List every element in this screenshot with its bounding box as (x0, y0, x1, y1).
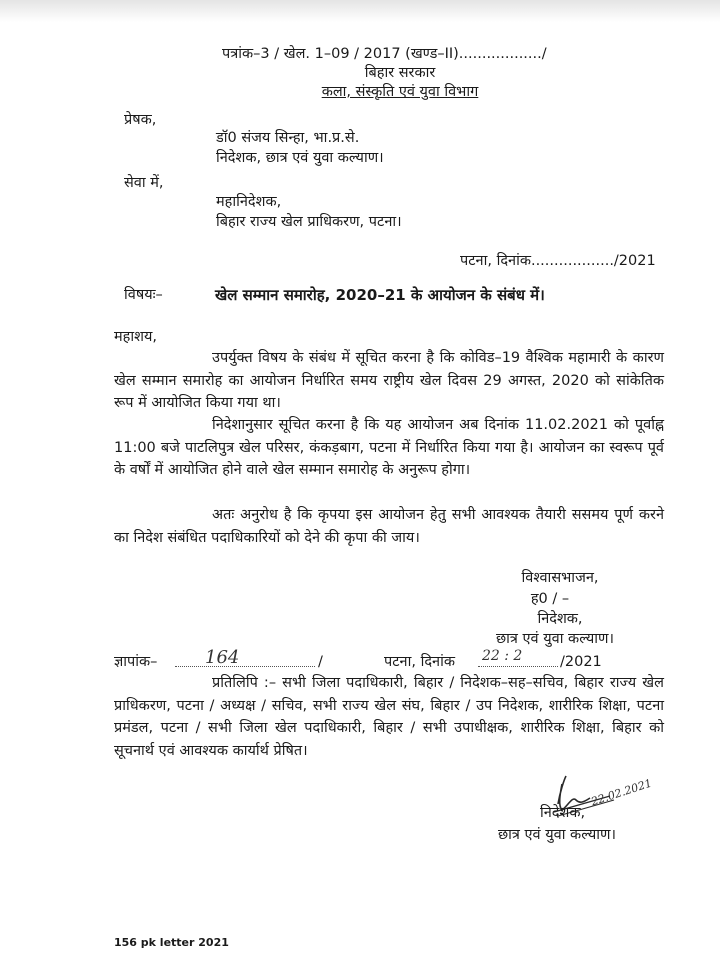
signature-department: छात्र एवं युवा कल्याण। (498, 827, 616, 843)
subject-label: विषयः– (124, 287, 163, 303)
sender-name: डॉ0 संजय सिन्हा, भा.प्र.से. (216, 130, 360, 146)
memo-date-blank (478, 666, 558, 667)
memo-slash: / (318, 654, 323, 670)
sender-label: प्रेषक, (124, 112, 157, 128)
body-paragraph-1: उपर्युक्त विषय के संबंध में सूचित करना है कि कोविड–19 वैश्विक महामारी के कारण खेल सम्मान समारोह का आयोजन निर्धारित समय राष्ट्रीय खेल दिवस 29 अगस्त, 2020 को सांकेतिक रूप में आयोजित किया गया था। (114, 350, 664, 411)
recipient-label: सेवा में, (124, 175, 164, 191)
closing-signed: ह0 / – (530, 591, 570, 607)
memo-number-handwritten: 164 (205, 647, 240, 668)
body-paragraph-2: निदेशानुसार सूचित करना है कि यह आयोजन अब दिनांक 11.02.2021 को पूर्वाह्न 11:00 बजे पाटलिपुत्र खेल परिसर, कंकड़बाग, पटना में निर्धारित किया गया है। आयोजन का स्वरूप पूर्व के वर्षों में आयोजित होने वाले खेल सम्मान समारोह के अनुरूप होगा। (114, 417, 664, 478)
closing-department: छात्र एवं युवा कल्याण। (496, 631, 614, 647)
signature-designation: निदेशक, (540, 805, 586, 821)
memo-label: ज्ञापांक– (114, 654, 158, 670)
recipient-designation: महानिदेशक, (216, 194, 282, 210)
body-paragraph-3: अतः अनुरोध है कि कृपया इस आयोजन हेतु सभी आवश्यक तैयारी ससमय पूर्ण करने का निदेश संबंधित पदाधिकारियों को देने की कृपा की जाय। (114, 507, 664, 546)
closing-designation: निदेशक, (537, 611, 583, 627)
date-line: पटना, दिनांक................../2021 (460, 253, 656, 269)
sender-designation: निदेशक, छात्र एवं युवा कल्याण। (216, 150, 384, 166)
scan-top-shadow (0, 0, 720, 22)
government-name: बिहार सरकार (364, 65, 436, 81)
footer-caption: 156 pk letter 2021 (114, 936, 229, 949)
department-name: कला, संस्कृति एवं युवा विभाग (321, 84, 479, 100)
memo-date-handwritten: 22 : 2 (482, 648, 523, 664)
letter-number: पत्रांक–3 / खेल. 1–09 / 2017 (खण्ड–II)................../ (222, 46, 547, 62)
memo-date-suffix: /2021 (560, 654, 602, 670)
memo-number-blank (175, 666, 315, 667)
recipient-office: बिहार राज्य खेल प्राधिकरण, पटना। (216, 214, 402, 230)
copy-distribution-text: प्रतिलिपि :– सभी जिला पदाधिकारी, बिहार / निदेशक–सह–सचिव, बिहार राज्य खेल प्राधिकरण, पटना / अध्यक्ष / सचिव, सभी राज्य खेल संघ, बिहार / उप निदेशक, शारीरिक शिक्षा, पटना प्रमंडल, पटना / सभी जिला खेल पदाधिकारी, बिहार / सभी उपाधीक्षक, शारीरिक शिक्षा, बिहार को सूचनार्थ एवं आवश्यक कार्यार्थ प्रेषित। (114, 675, 664, 759)
signature-date: 22.02.2021 (589, 776, 654, 809)
memo-date-prefix: पटना, दिनांक (384, 654, 455, 670)
closing-yours: विश्वासभाजन, (521, 570, 599, 586)
subject-text: खेल सम्मान समारोह, 2020–21 के आयोजन के संबंध में। (215, 286, 545, 304)
salutation: महाशय, (114, 329, 158, 345)
